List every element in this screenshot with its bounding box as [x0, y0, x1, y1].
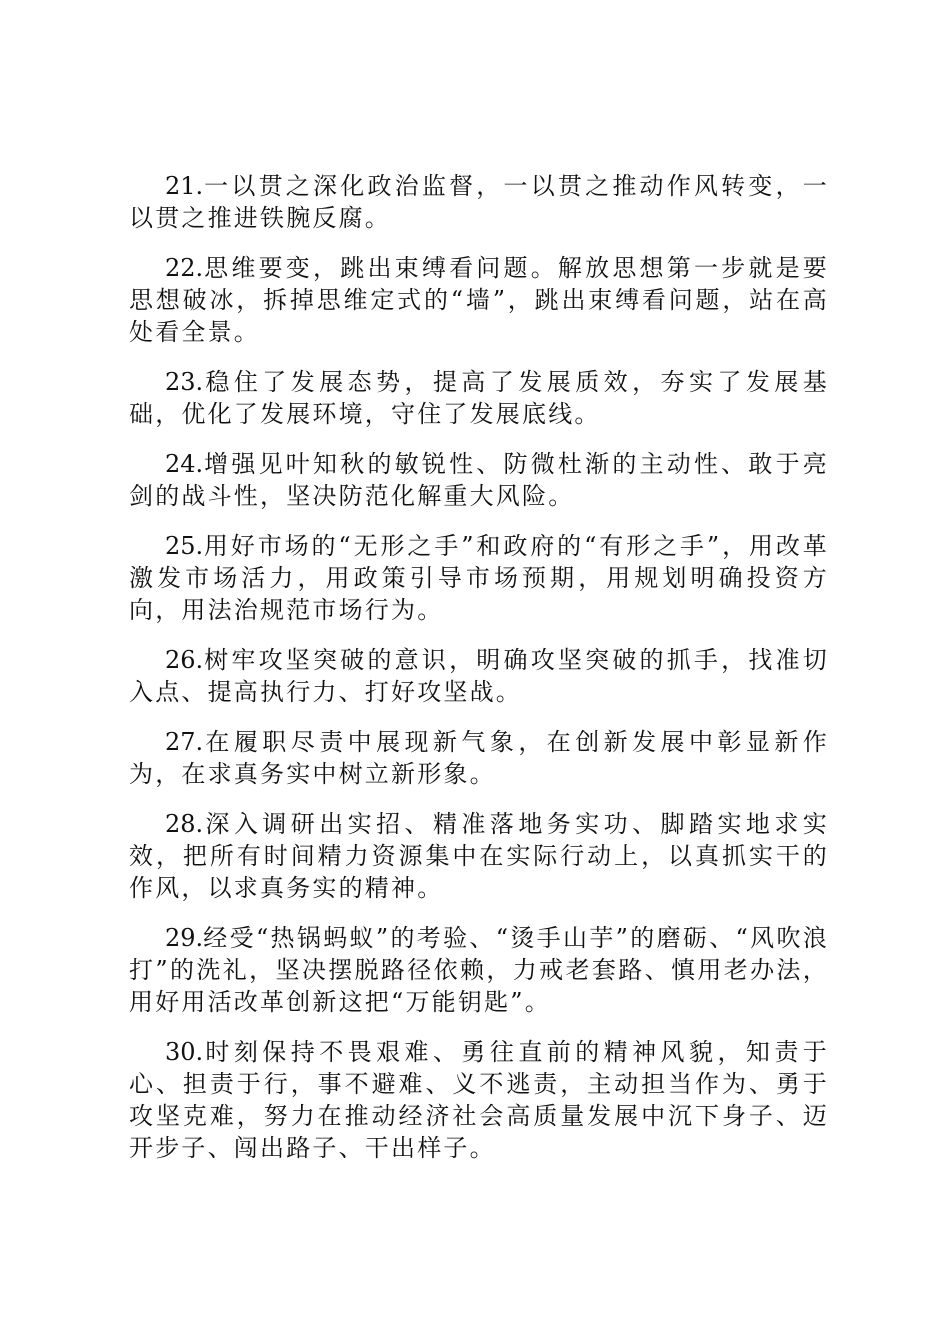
paragraph-text: 在履职尽责中展现新气象，在创新发展中彰显新作为，在求真务实中树立新形象。: [129, 728, 829, 788]
paragraph-text: 深入调研出实招、精准落地务实功、脚踏实地求实效，把所有时间精力资源集中在实际行动上，以真抓实干的作风，以求真务实的精神。: [129, 810, 829, 902]
paragraph-22: [129, 252, 829, 348]
paragraph-21: [129, 170, 829, 234]
paragraph-26: [129, 644, 829, 708]
paragraph-number: 22.: [165, 254, 204, 282]
paragraph-number: 29.: [165, 924, 204, 952]
paragraph-text: 稳住了发展态势，提高了发展质效，夯实了发展基础，优化了发展环境，守住了发展底线。: [129, 368, 829, 428]
paragraph-29: [129, 922, 829, 1018]
paragraph-number: 23.: [165, 368, 204, 396]
paragraph-text: 时刻保持不畏艰难、勇往直前的精神风貌，知责于心、担责于行，事不避难、义不逃责，主动担当作为、勇于攻坚克难，努力在推动经济社会高质量发展中沉下身子、迈开步子、闯出路子、干出样子。: [129, 1038, 829, 1162]
paragraph-text: 用好市场的“无形之手”和政府的“有形之手”，用改革激发市场活力，用政策引导市场预期，用规划明确投资方向，用法治规范市场行为。: [129, 532, 829, 624]
paragraph-number: 28.: [165, 810, 204, 838]
paragraph-text: 树牢攻坚突破的意识，明确攻坚突破的抓手，找准切入点、提高执行力、打好攻坚战。: [129, 646, 829, 706]
paragraph-number: 26.: [165, 646, 204, 674]
paragraph-text: 经受“热锅蚂蚁”的考验、“烫手山芋”的磨砺、“风吹浪打”的洗礼，坚决摆脱路径依赖，力戒老套路、慎用老办法，用好用活改革创新这把“万能钥匙”。: [129, 924, 829, 1016]
paragraph-number: 21.: [165, 172, 204, 200]
paragraph-text: 增强见叶知秋的敏锐性、防微杜渐的主动性、敢于亮剑的战斗性，坚决防范化解重大风险。: [129, 450, 829, 510]
paragraph-text: 一以贯之深化政治监督，一以贯之推动作风转变，一以贯之推进铁腕反腐。: [129, 172, 829, 232]
paragraph-23: [129, 366, 829, 430]
paragraph-number: 24.: [165, 450, 204, 478]
paragraph-number: 27.: [165, 728, 204, 756]
paragraph-28: [129, 808, 829, 904]
paragraph-24: [129, 448, 829, 512]
paragraph-27: [129, 726, 829, 790]
paragraph-number: 25.: [165, 532, 204, 560]
paragraph-30: [129, 1036, 829, 1164]
paragraph-25: [129, 530, 829, 626]
paragraph-text: 思维要变，跳出束缚看问题。解放思想第一步就是要思想破冰，拆掉思维定式的“墙”，跳出束缚看问题，站在高处看全景。: [129, 254, 829, 346]
paragraph-number: 30.: [165, 1038, 204, 1066]
document-body: [129, 170, 829, 1182]
